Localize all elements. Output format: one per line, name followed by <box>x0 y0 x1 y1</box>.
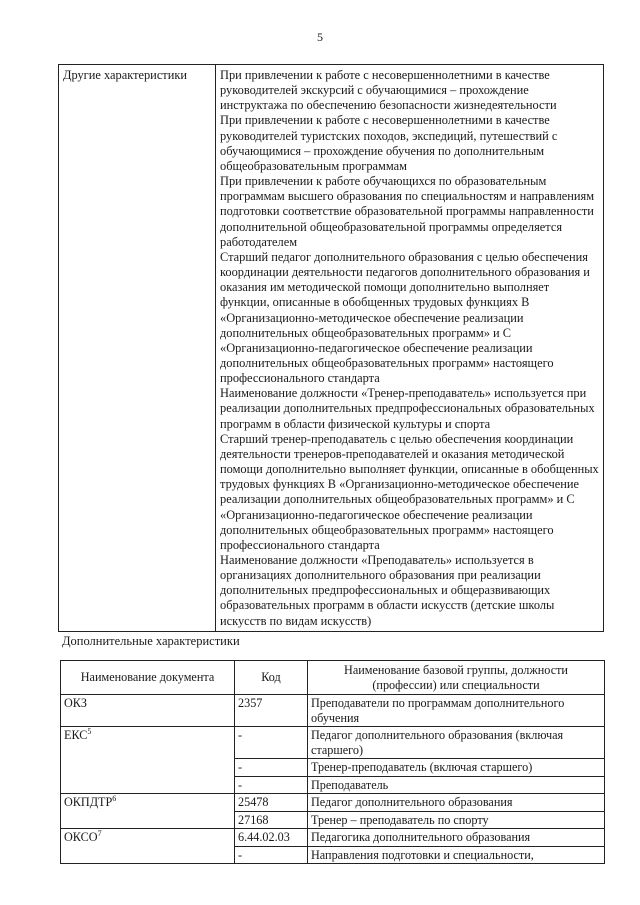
name-cell: Педагогика дополнительного образования <box>308 829 605 847</box>
other-characteristics-table <box>58 64 604 632</box>
column-header-document: Наименование документа <box>61 661 235 695</box>
name-cell: Направления подготовки и специальности, <box>308 846 605 864</box>
document-cell: ОКСО$^7$ <box>61 829 235 864</box>
code-cell: 6.44.02.03 <box>235 829 308 847</box>
name-cell: Преподаватели по программам дополнительного обучения <box>308 695 605 727</box>
name-cell: Тренер-преподаватель (включая старшего) <box>308 759 605 777</box>
name-cell: Педагог дополнительного образования <box>308 794 605 812</box>
code-cell: - <box>235 776 308 794</box>
paragraph: При привлечении к работе с несовершеннолетними в качестве руководителей туристских походов, экспедиций, путешествий с обучающимися – прохождение обучения по дополнительным общеобразовательным программам <box>220 113 558 173</box>
code-cell: 27168 <box>235 811 308 829</box>
name-cell: Тренер – преподаватель по спорту <box>308 811 605 829</box>
paragraph: Наименование должности «Преподаватель» используется в организациях дополнительного образования при реализации дополнительных предпрофессиональных и общеразвивающих образовательных программ в области искусств (детские школы искусств по видам искусств) <box>220 553 555 628</box>
name-cell: Педагог дополнительного образования (включая старшего) <box>308 727 605 759</box>
table-row <box>61 727 605 759</box>
footnote-ref: 7 <box>97 828 102 838</box>
name-cell: Преподаватель <box>308 776 605 794</box>
additional-characteristics-heading: Дополнительные характеристики <box>62 634 240 648</box>
document-cell: ОКЗ <box>61 695 235 727</box>
column-header-code: Код <box>235 661 308 695</box>
footnote-ref: 6 <box>112 793 117 803</box>
page-number: 5 <box>317 30 323 44</box>
additional-characteristics-table <box>60 660 605 864</box>
code-cell: 2357 <box>235 695 308 727</box>
table-row <box>61 829 605 847</box>
paragraph: При привлечении к работе обучающихся по образовательным программам высшего образования по специальностям и направлениям подготовки соответствие образовательной программы направленности дополнительной общеобразовательной программы определяется работодателем <box>220 174 595 249</box>
table-row <box>61 794 605 812</box>
code-cell: - <box>235 846 308 864</box>
other-characteristics-label: Другие характеристики <box>59 65 216 632</box>
paragraph: Наименование должности «Тренер-преподаватель» используется при реализации дополнительных предпрофессиональных образовательных программ в области физической культуры и спорта <box>220 386 595 431</box>
column-header-name: Наименование базовой группы, должности (профессии) или специальности <box>308 661 605 695</box>
code-cell: 25478 <box>235 794 308 812</box>
code-cell: - <box>235 727 308 759</box>
footnote-ref: 5 <box>87 726 92 736</box>
paragraph: При привлечении к работе с несовершеннолетними в качестве руководителей экскурсий с обучающимися – прохождение инструктажа по обеспечению безопасности жизнедеятельности <box>220 68 557 113</box>
code-cell: - <box>235 759 308 777</box>
document-cell: ЕКС$^5$ <box>61 727 235 794</box>
table-row <box>61 695 605 727</box>
document-cell: ОКПДТР$^6$ <box>61 794 235 829</box>
paragraph: Старший тренер-преподаватель с целью обеспечения координации деятельности тренеров-преподавателей и оказания методической помощи дополнительно выполняет функции, описанные в обобщенных трудовых функциях В «Организационно-методическое обеспечение реализации дополнительных общеобразовательных программ» и С «Организационно-педагогическое обеспечение реализации дополнительных общеобразовательных программ» настоящего профессионального стандарта <box>220 431 599 552</box>
table-row <box>59 65 604 632</box>
table-header-row <box>61 661 605 695</box>
paragraph: Старший педагог дополнительного образования с целью обеспечения координации деятельности педагогов дополнительного образования и оказания им методической помощи дополнительно выполняет функции, описанные в обобщенных трудовых функциях В «Организационно-методическое обеспечение реализации дополнительных общеобразовательных программ» и С «Организационно-педагогическое обеспечение реализации дополнительных общеобразовательных программ» настоящего профессионального стандарта <box>220 249 590 386</box>
other-characteristics-text <box>216 65 604 632</box>
